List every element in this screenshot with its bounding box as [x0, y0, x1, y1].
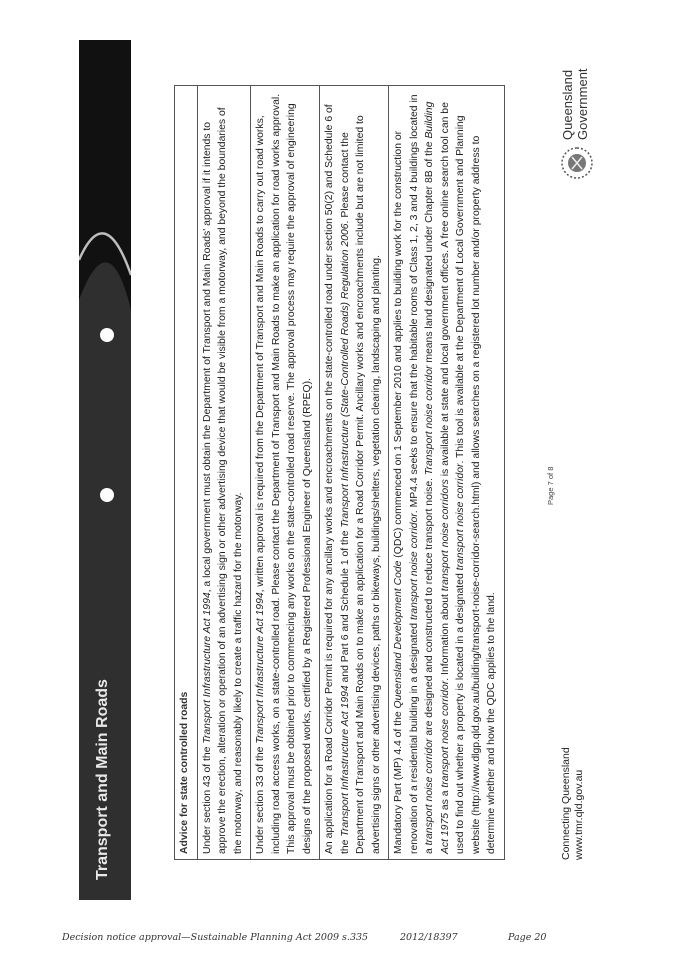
term: transport noise corridors: [439, 479, 451, 592]
act-name: Transport Infrastructure Act 1994: [201, 592, 213, 744]
table-header-row: [175, 86, 198, 860]
footer-doc-title: Decision notice approval—Sustainable Planning Act 2009 s.335: [62, 932, 369, 943]
table-row: [251, 86, 320, 860]
footer-page: Page 20: [508, 932, 547, 943]
org-name: Connecting Queensland: [560, 747, 572, 860]
banner-dot: [100, 328, 114, 342]
text-run: and Part 6 and Schedule 1 of the: [339, 527, 351, 686]
text-run: . This tool is available at the Department of Local Government and Planning website (http://www.dlgp.qld.gov.au/building/transport-noise-corridor-search.html) and allows searches on a registered lot number and/or property address to determine whether and how the QDC applies to the land.: [455, 115, 497, 854]
paragraph: [391, 91, 500, 854]
text-run: , written approval is required from the Department of Transport and Main Roads to carry out road works, including road access works, on a state-controlled road. Please contact the Department of Transport and Main Roads to make an application for road works approval. This approval must be obtained prior to commencing any works on the state-controlled road reserve. The approval process may require the approval of engineering designs of the proposed works, certified by a Registered Professional Engineer of Queensland (RPEQ).: [255, 93, 313, 854]
banner-dot: [100, 488, 114, 502]
act-name: Building Act 1975: [424, 101, 451, 854]
paragraph: [322, 91, 384, 854]
act-name: Transport Infrastructure Act 1994: [255, 592, 266, 744]
paragraph: [200, 91, 247, 854]
table-header: Advice for state controlled roads: [175, 86, 198, 860]
text-run: An application for a Road Corridor Permit is required for any ancillary works and encroachments on the state-controlled road under section 50(2) and Schedule 6 of the: [324, 104, 351, 854]
text-run: means land designated under Chapter 8B of the: [424, 138, 435, 366]
table-cell: [389, 86, 505, 860]
text-run: . Please contact the Department of Transport and Main Roads on to make an application for a Road Corridor Permit. Ancillary works and encroachments include but are not limited to advertising signs or other advertising devices, paths or bikeways, buildings/shelters, vegetation clearing, landscaping and planting.: [339, 115, 382, 854]
text-run: Mandatory Part (MP) 4.4 of the: [393, 708, 404, 854]
act-name: Transport Infrastructure (State-Controlled Roads) Regulation 2006: [339, 223, 351, 528]
table-cell: [320, 86, 389, 860]
text-run: Under section 43 of the: [201, 743, 213, 854]
org-website: www.tmr.qld.gov.au: [573, 769, 585, 860]
logo-line-1: Queensland: [560, 69, 575, 140]
banner-title: Transport and Main Roads: [94, 679, 111, 880]
queensland-government-logo: [558, 70, 598, 180]
term: transport noise corridor: [424, 738, 435, 846]
text-run: is available at state and local government offices. A free online search tool can be used to find out whether a property is located in a designated: [439, 102, 466, 854]
text-run: . Information about: [439, 591, 451, 681]
decision-notice-footer: [0, 930, 675, 948]
code-name: Queensland Development Code: [393, 560, 404, 709]
logo-text: [560, 68, 590, 140]
text-run: . MP4.4 seeks to ensure that the habitable rooms of Class 1, 2, 3 and 4 buildings located in a: [408, 94, 435, 854]
term: Transport noise corridor: [424, 365, 435, 476]
table-row: [389, 86, 505, 860]
term: transport noise corridor: [408, 513, 420, 621]
text-run: as a: [439, 787, 451, 813]
text-run: are designed and constructed to reduce transport noise.: [424, 475, 435, 739]
table-row: [320, 86, 389, 860]
text-run: , a local government must obtain the Department of Transport and Main Roads' approval if it intends to approve the erection, alteration or operation of an advertising sign or other advertising device that would be visible from a motorway, and beyond the boundaries of the motorway, and reasonably likely to create a traffic hazard for the motorway.: [201, 107, 244, 854]
header-banner: [79, 40, 131, 900]
act-name: Transport Infrastructure Act 1994: [339, 685, 351, 837]
advice-table: [174, 85, 505, 860]
table-cell: [251, 86, 320, 860]
paragraph: [253, 91, 315, 854]
term: transport noise corridor: [439, 680, 451, 788]
org-footer: [560, 747, 586, 860]
footer-reference: 2012/18397: [400, 932, 458, 943]
table-row: [197, 86, 251, 860]
table-cell: [197, 86, 251, 860]
page-number: Page 7 of 8: [546, 466, 555, 505]
rotated-document: [20, 40, 650, 900]
text-run: Under section 33 of the: [255, 743, 266, 854]
logo-line-2: Government: [575, 68, 590, 140]
crest-icon: [560, 146, 594, 180]
term: transport noise corridor: [455, 463, 466, 571]
text-run: (QDC) commenced on 1 September 2010 and applies to building work for the construction or renovation of a residential building in a designated: [393, 130, 420, 854]
